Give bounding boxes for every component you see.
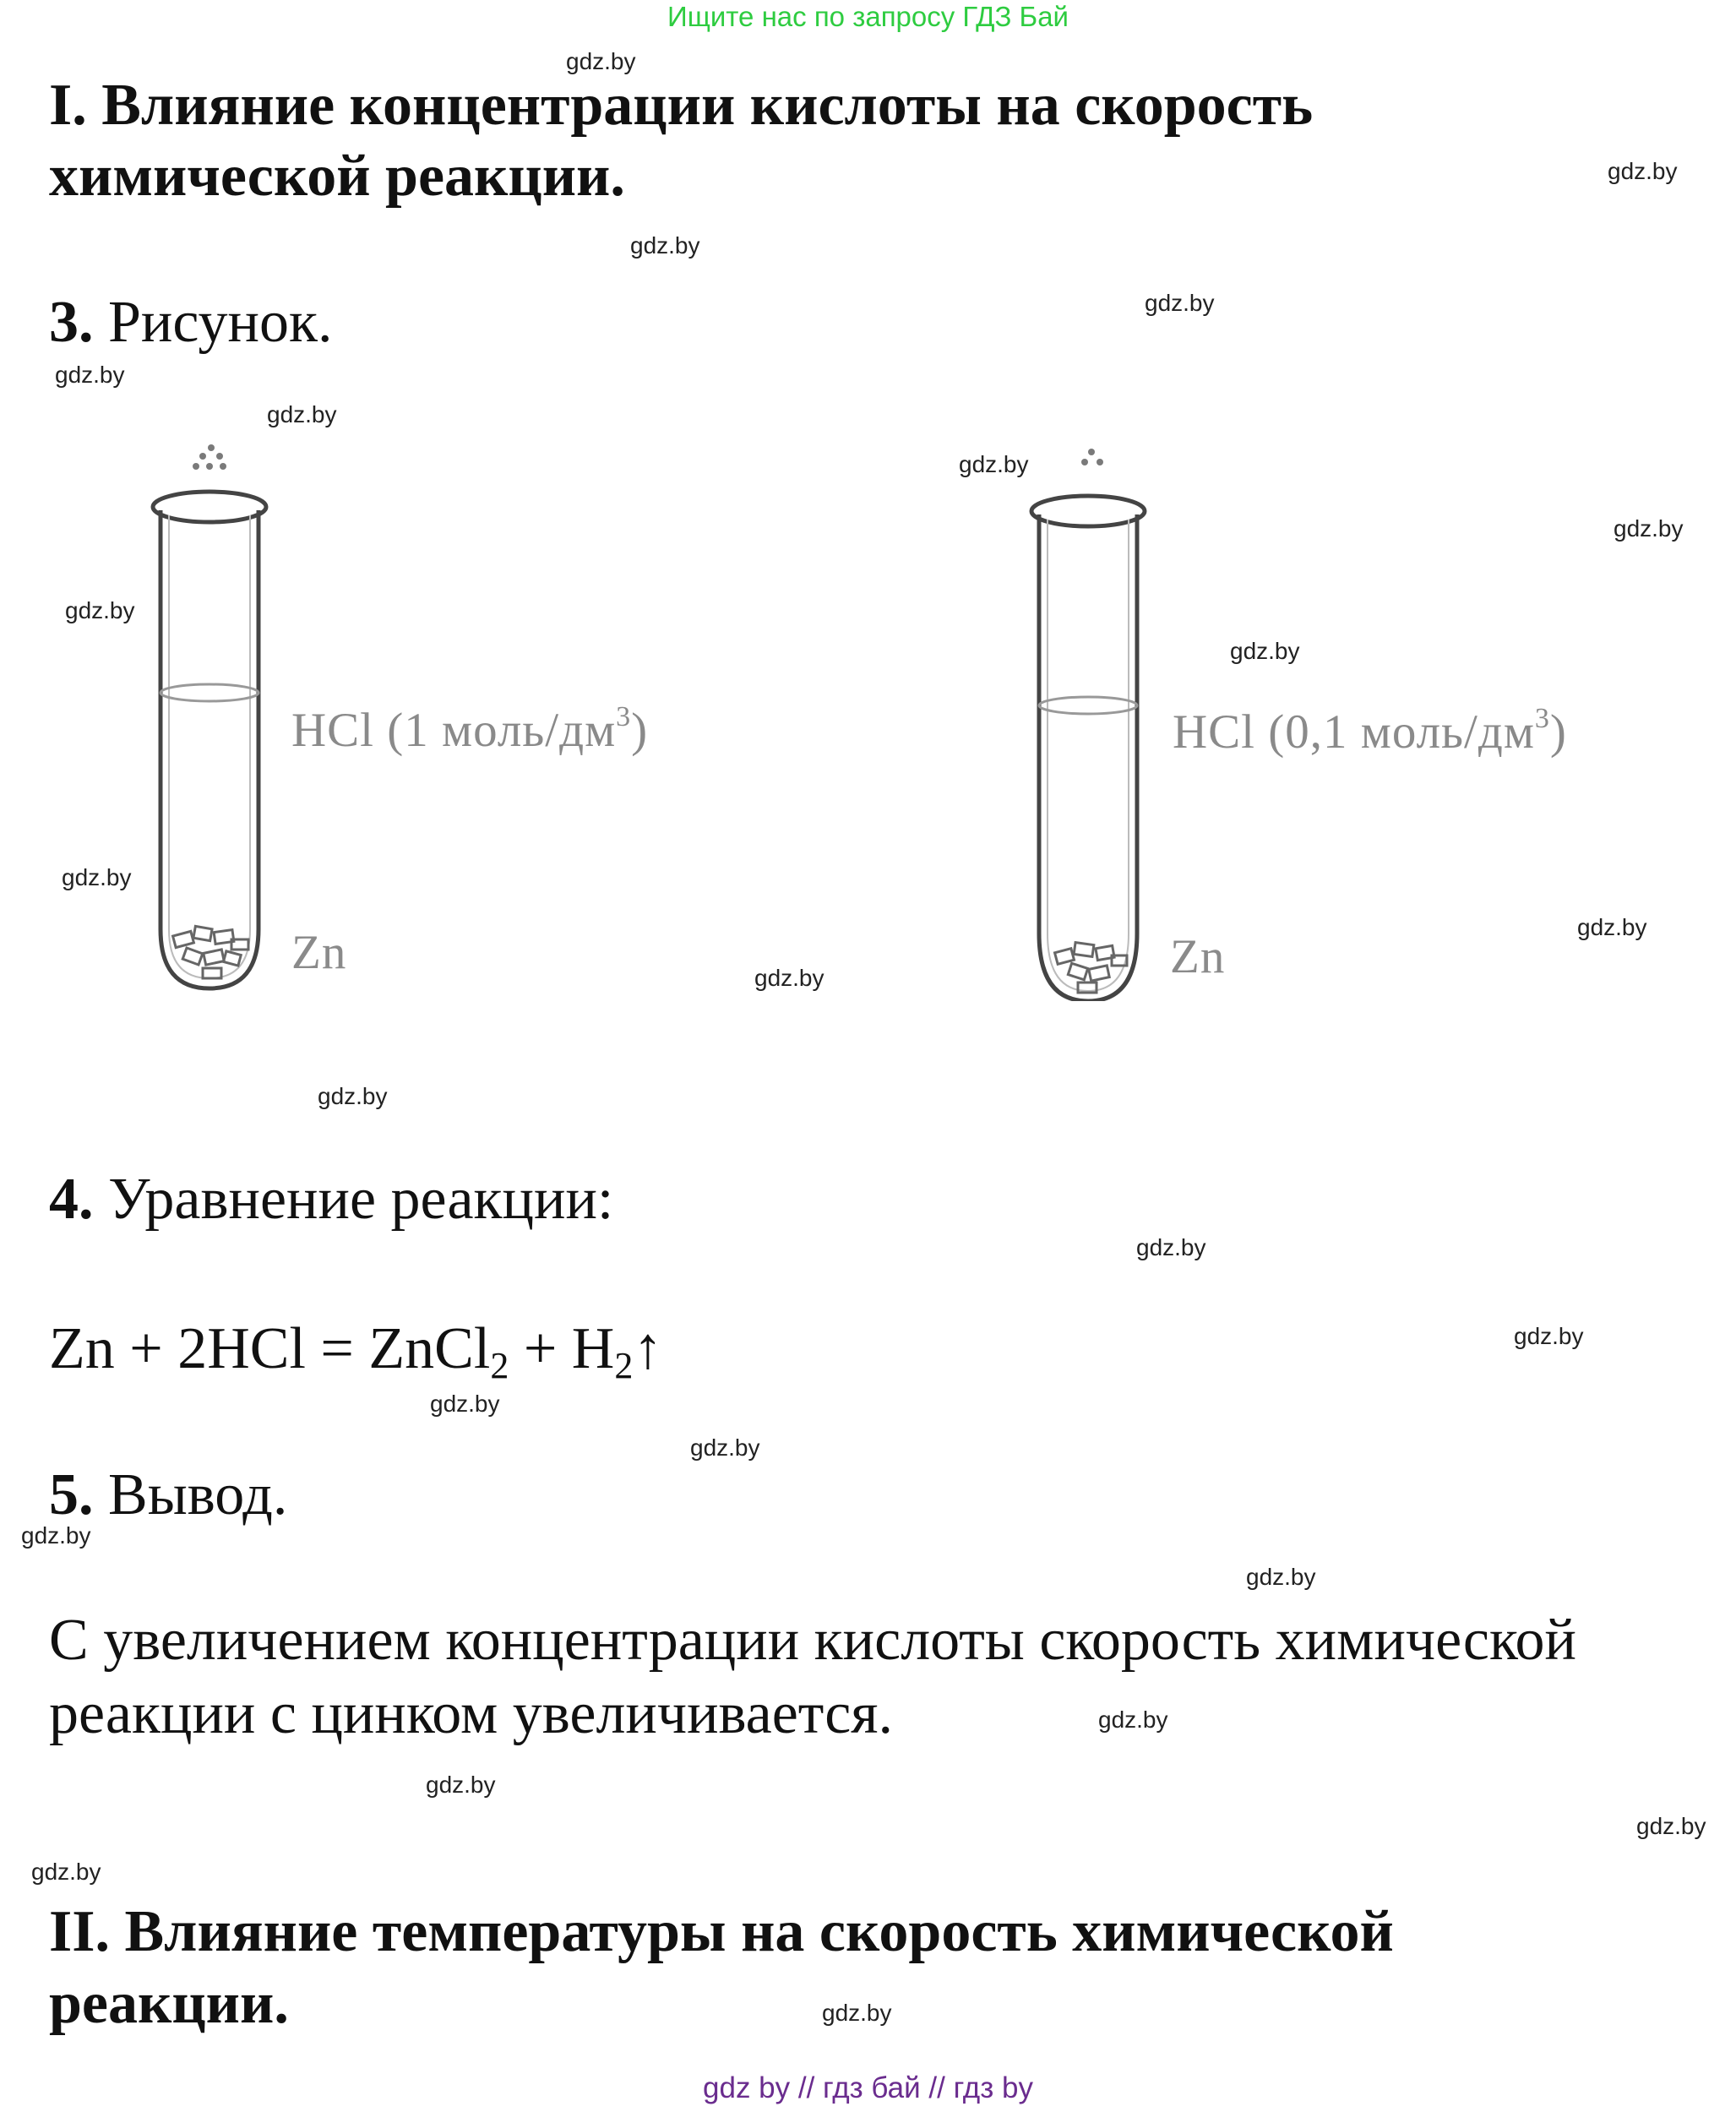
tube-1-metal-label: Zn [291, 926, 347, 979]
footer-links[interactable]: gdz by // гдз бай // гдз by [703, 2071, 1033, 2104]
watermark: gdz.by [62, 864, 132, 890]
item-3-number: 3. [49, 290, 94, 355]
item-4-text: Уравнение реакции: [108, 1167, 614, 1232]
section-2-heading-line-1: II. Влияние температуры на скорость химической [49, 1899, 1394, 1964]
watermark: gdz.by [31, 1859, 101, 1885]
watermark: gdz.by [822, 2000, 892, 2026]
section-2-heading-line-2: реакции. [49, 1971, 289, 2036]
item-4-title [49, 1164, 613, 1235]
tube-2-acid-label: HCl (0,1 моль/$дм^3$) [1173, 703, 1567, 759]
watermark: gdz.by [690, 1434, 760, 1461]
section-1-heading-line-1: I. Влияние концентрации кислоты на скорость [49, 73, 1314, 138]
conclusion-line-1: С увеличением концентрации кислоты скорость химической [49, 1608, 1576, 1673]
watermark: gdz.by [959, 451, 1029, 477]
watermark: gdz.by [318, 1083, 388, 1109]
watermark: gdz.by [1577, 914, 1647, 940]
watermark: gdz.by [267, 401, 337, 427]
tube-1-acid-label: HCl (1 моль/$дм^3$) [291, 701, 649, 757]
watermark: gdz.by [430, 1391, 500, 1417]
watermark: gdz.by [1246, 1564, 1316, 1590]
item-3-title [49, 287, 333, 358]
tube-2-metal-label: Zn [1170, 930, 1226, 983]
watermark: gdz.by [1614, 515, 1684, 542]
test-tube-2-illustration [1022, 444, 1157, 1001]
watermark: gdz.by [55, 362, 125, 388]
item-5-title [49, 1460, 287, 1531]
watermark: gdz.by [1230, 638, 1300, 664]
item-5-number: 5. [49, 1462, 94, 1527]
section-1-heading-line-2: химической реакции. [49, 144, 625, 209]
watermark: gdz.by [1608, 158, 1678, 184]
watermark: gdz.by [65, 597, 135, 623]
item-5-text: Вывод. [108, 1462, 288, 1527]
watermark: gdz.by [1098, 1706, 1168, 1733]
gas-bubbles-1 [193, 444, 226, 470]
reaction-equation: Zn + 2HCl = ZnCl$_2$ + $H_2↑$ [49, 1316, 663, 1386]
watermark: gdz.by [754, 965, 824, 991]
watermark: gdz.by [1136, 1234, 1206, 1260]
test-tube-1-illustration [144, 439, 279, 997]
item-4-number: 4. [49, 1167, 94, 1232]
search-banner[interactable]: Ищите нас по запросу ГДЗ Бай [667, 1, 1069, 32]
conclusion-line-2: реакции с цинком увеличивается. [49, 1681, 894, 1746]
watermark: gdz.by [21, 1522, 91, 1549]
watermark: gdz.by [566, 48, 636, 74]
gas-bubbles-2 [1081, 449, 1103, 465]
item-3-text: Рисунок. [108, 290, 333, 355]
watermark: gdz.by [426, 1772, 496, 1798]
watermark: gdz.by [1636, 1813, 1706, 1839]
watermark: gdz.by [1514, 1323, 1584, 1349]
watermark: gdz.by [630, 232, 700, 259]
watermark: gdz.by [1145, 290, 1215, 316]
